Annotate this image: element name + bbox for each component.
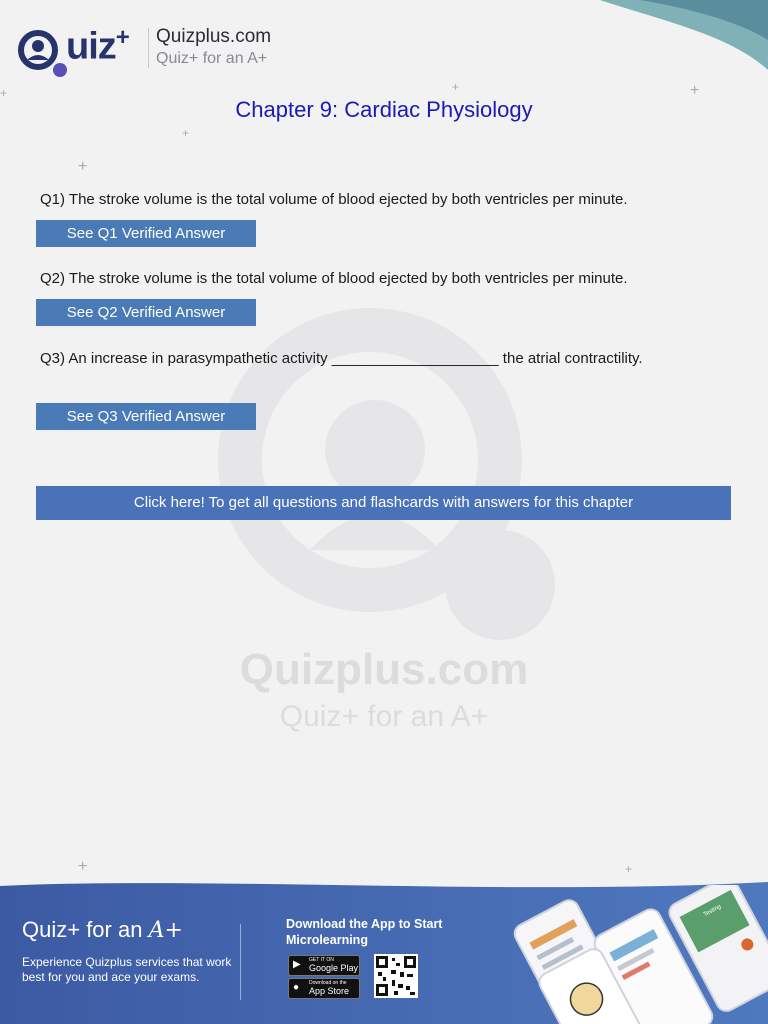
see-q2-answer-button[interactable]: See Q2 Verified Answer [36,299,256,326]
footer-divider [240,924,241,1000]
plus-icon: + [0,86,8,100]
logo-divider [148,28,149,68]
play-icon: ▶ [293,959,301,970]
plus-icon: + [625,862,633,876]
plus-icon: + [78,158,88,175]
footer-subtext: Experience Quizplus services that work best for you and ace your exams. [22,955,232,984]
plus-icon: + [452,80,460,94]
footer-banner [0,880,768,1024]
chapter-title: Chapter 9: Cardiac Physiology [235,97,533,122]
plus-icon: + [182,126,190,140]
quiz-logo-icon [16,28,68,80]
google-play-label: Google Play [309,963,359,973]
app-store-button[interactable] [288,978,360,999]
brand-tagline: Quiz+ for an A+ [156,50,268,67]
plus-icon: + [78,858,88,875]
apple-icon: ● [293,982,300,993]
see-q3-answer-button[interactable]: See Q3 Verified Answer [36,403,256,430]
footer-headline: Quiz+ for an A+ [22,917,183,943]
google-play-small-label: GET IT ON [309,957,334,963]
logo-wordmark: uiz+ [66,24,129,68]
brand-site: Quizplus.com [156,26,272,47]
plus-icon: + [690,82,700,99]
question-3: Q3) An increase in parasympathetic activity ____________________ the atrial contractility. [40,350,643,367]
question-1: Q1) The stroke volume is the total volume of blood ejected by both ventricles per minute. [40,191,628,208]
download-app-text: Download the App to Start Microlearning [286,917,443,947]
google-play-button[interactable] [288,955,360,976]
app-phones-illustration [500,885,768,1024]
all-questions-cta-button[interactable]: Click here! To get all questions and flashcards with answers for this chapter [36,486,731,520]
watermark-tagline: Quiz+ for an A+ [279,700,489,733]
question-2: Q2) The stroke volume is the total volume of blood ejected by both ventricles per minute. [40,270,628,287]
qr-code-icon [374,954,418,998]
app-store-small-label: Download on the [309,980,347,986]
watermark-site: Quizplus.com [239,645,529,694]
phone-screen-label: Testing [702,903,723,919]
see-q1-answer-button[interactable]: See Q1 Verified Answer [36,220,256,247]
app-store-label: App Store [309,986,350,996]
